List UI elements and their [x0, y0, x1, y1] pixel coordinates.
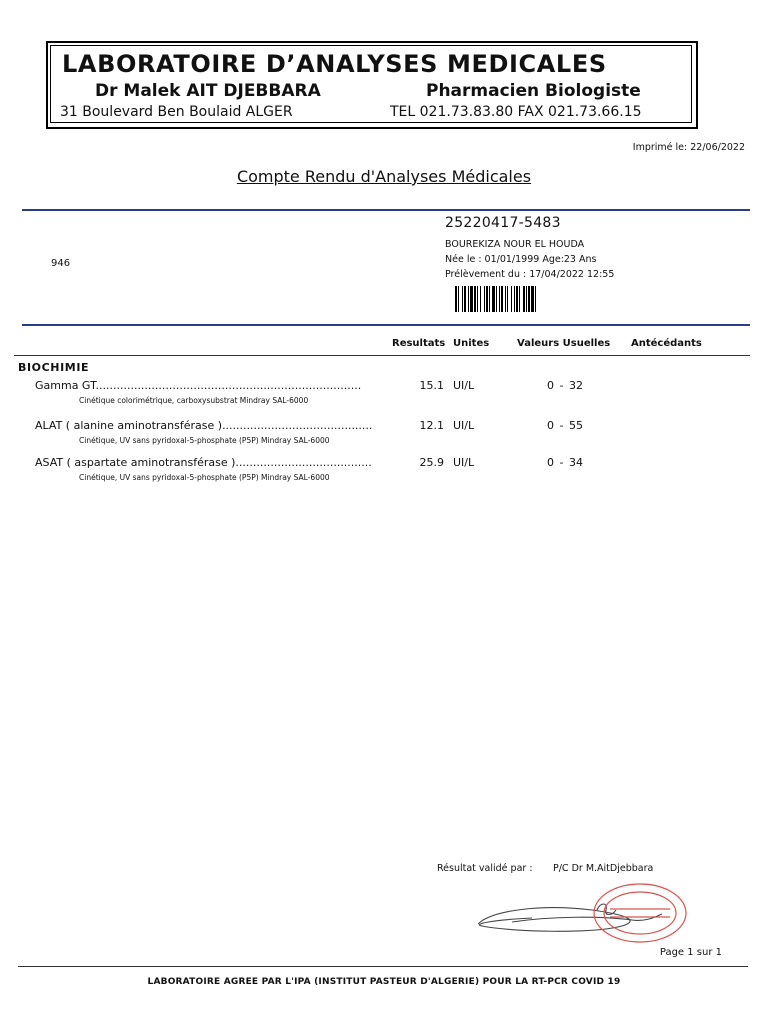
document-title [0, 167, 768, 186]
signature-scribble [478, 904, 662, 931]
lab-contact: TEL 021.73.83.80 FAX 021.73.66.15 [390, 104, 642, 120]
doctor-role: Pharmacien Biologiste [426, 81, 641, 101]
doctor-name: Dr Malek AIT DJEBBARA [95, 81, 321, 101]
column-units: Unites [453, 338, 490, 349]
column-history: Antécédants [631, 338, 702, 349]
signature-stamp-icon [472, 880, 690, 946]
section-title: BIOCHIMIE [18, 361, 90, 374]
validated-by: P/C Dr M.AitDjebbara [553, 863, 654, 874]
column-normal-values: Valeurs Usuelles [517, 338, 611, 349]
page-number: Page 1 sur 1 [659, 947, 722, 958]
test-method: Cinétique colorimétrique, carboxysubstrat Mindray SAL-6000 [79, 396, 309, 405]
patient-number: 946 [51, 258, 71, 269]
test-result: 15.1 [419, 379, 444, 392]
patient-name: BOUREKIZA NOUR EL HOUDA [445, 239, 585, 250]
test-name: ALAT ( alanine aminotransférase )........................................... [35, 419, 373, 432]
patient-birth: Née le : 01/01/1999 Age:23 Ans [445, 254, 597, 265]
lab-address: 31 Boulevard Ben Boulaid ALGER [60, 104, 293, 120]
lab-title: LABORATOIRE D’ANALYSES MEDICALES [62, 50, 607, 78]
test-method: Cinétique, UV sans pyridoxal-5-phosphate (P5P) Mindray SAL-6000 [79, 473, 330, 482]
test-result: 25.9 [419, 456, 444, 469]
printed-date: Imprimé le: 22/06/2022 [632, 142, 745, 153]
sampling-date: Prélèvement du : 17/04/2022 12:55 [445, 269, 615, 280]
test-result: 12.1 [419, 419, 444, 432]
test-unit: UI/L [453, 379, 475, 392]
test-name: Gamma GT............................................................................ [35, 379, 362, 392]
column-results: Resultats [392, 338, 446, 349]
top-divider [22, 209, 750, 211]
barcode-icon [455, 286, 587, 312]
test-normal-range: 0 - 34 [547, 456, 583, 469]
footer-rule [18, 966, 748, 967]
test-unit: UI/L [453, 419, 475, 432]
test-method: Cinétique, UV sans pyridoxal-5-phosphate (P5P) Mindray SAL-6000 [79, 436, 330, 445]
test-normal-range: 0 - 55 [547, 419, 583, 432]
folder-id: 25220417-5483 [445, 215, 561, 231]
validation-label: Résultat validé par : [437, 863, 533, 874]
table-header-rule [14, 355, 750, 356]
document-title-text: Compte Rendu d'Analyses Médicales [236, 167, 532, 186]
footer-accreditation: LABORATOIRE AGREE PAR L'IPA (INSTITUT PASTEUR D'ALGERIE) POUR LA RT-PCR COVID 19 [147, 977, 621, 987]
test-unit: UI/L [453, 456, 475, 469]
patient-divider [22, 324, 750, 326]
test-name: ASAT ( aspartate aminotransférase )....................................... [35, 456, 372, 469]
test-normal-range: 0 - 32 [547, 379, 583, 392]
